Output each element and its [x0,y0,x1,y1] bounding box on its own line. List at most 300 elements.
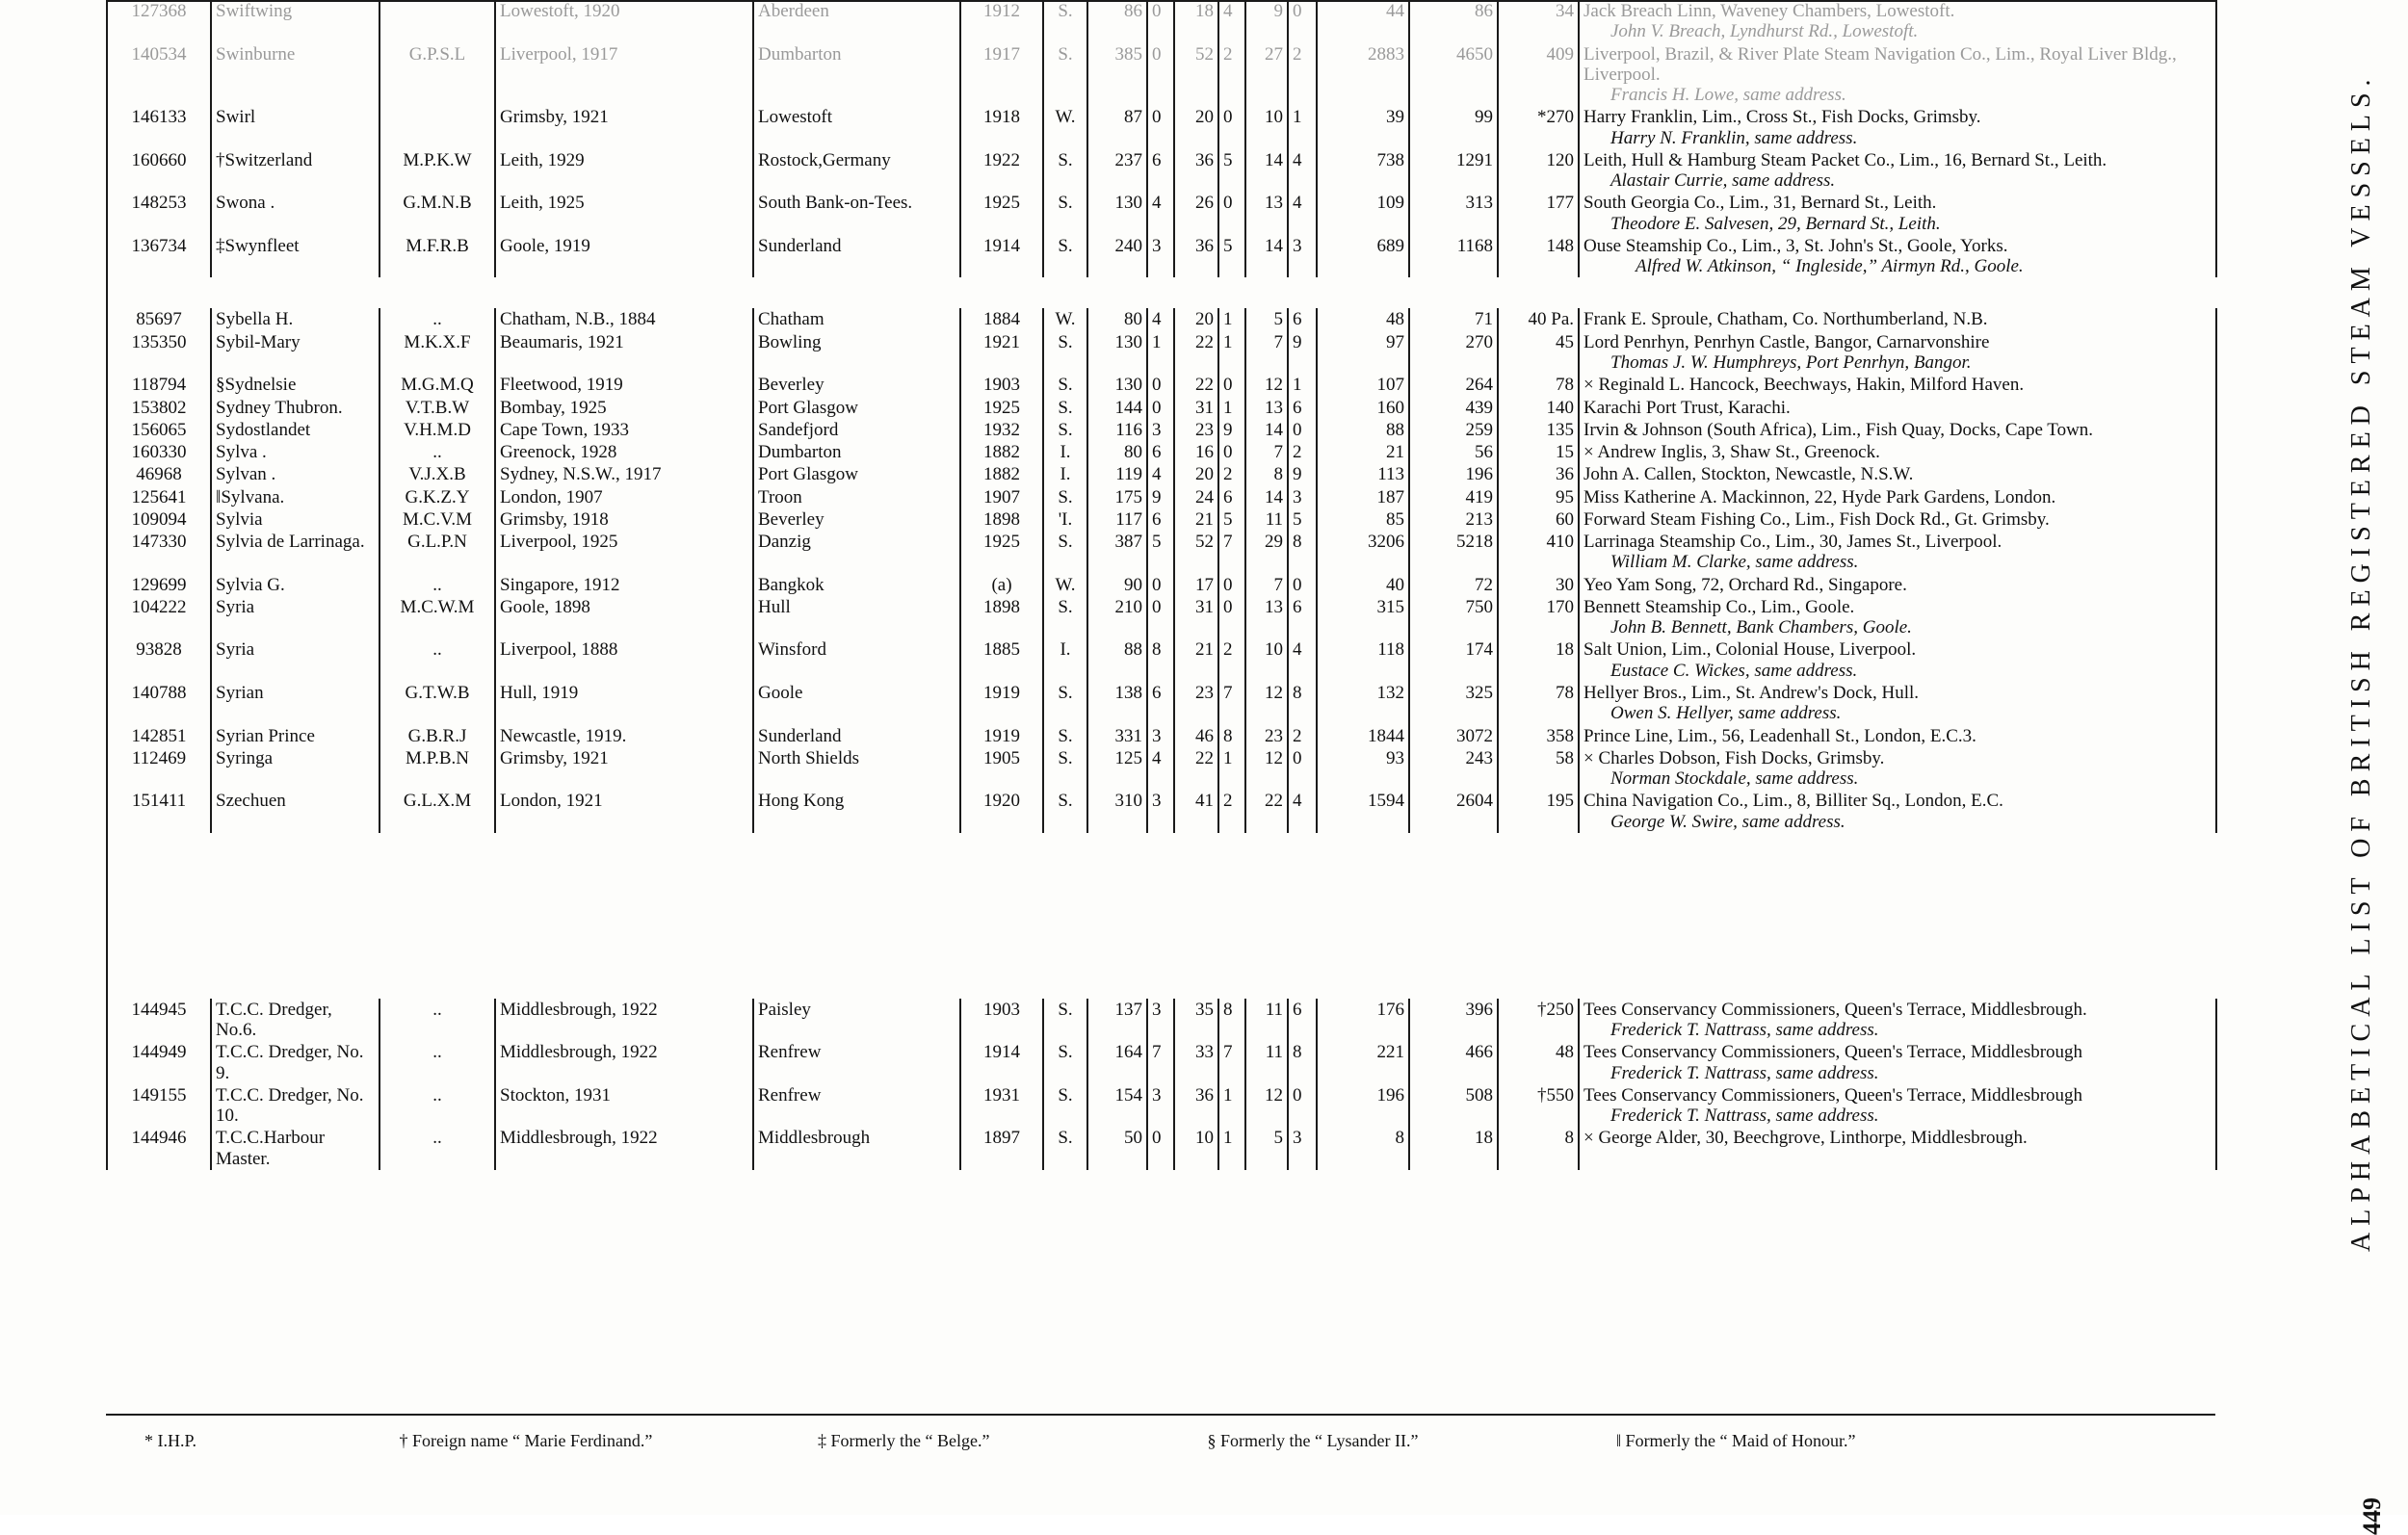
cell-breadth-ft: 21 [1174,508,1218,531]
cell-ship-name: Sybil-Mary [211,331,380,375]
cell-official-number: 109094 [107,508,211,531]
cell-rig: 'I. [1043,508,1087,531]
cell-signal-letters: M.G.M.Q [380,374,495,396]
cell-length-ft: 154 [1087,1084,1147,1128]
cell-length-ft: 331 [1087,725,1147,747]
cell-signal-letters: M.C.W.M [380,596,495,639]
cell-horsepower: 60 [1498,508,1579,531]
cell-port-of-registry: Troon [753,486,960,508]
table-row-gap [107,277,2216,308]
cell-length-ft: 387 [1087,531,1147,574]
cell-owner [1579,725,2216,747]
owner-name: Hellyer Bros., Lim., St. Andrew's Dock, Hull. [1584,682,1920,703]
cell-official-number: 46968 [107,463,211,485]
cell-length-ft: 385 [1087,43,1147,107]
cell-breadth-in: 1 [1218,397,1245,419]
cell-depth-ft: 23 [1245,725,1288,747]
cell-rig: S. [1043,419,1087,441]
cell-port-of-registry: Sandefjord [753,419,960,441]
owner-name: × Reginald L. Hancock, Beechways, Hakin, Milford Haven. [1584,375,2025,396]
cell-length-in: 3 [1147,235,1174,278]
cell-length-ft: 125 [1087,747,1147,791]
cell-net-tonnage: 508 [1409,1084,1498,1128]
cell-owner [1579,308,2216,330]
table-row [107,682,2216,725]
table-body [107,0,2216,1170]
cell-owner [1579,574,2216,596]
cell-official-number: 85697 [107,308,211,330]
cell-horsepower: 36 [1498,463,1579,485]
cell-depth-in: 3 [1288,235,1317,278]
cell-depth-ft: 14 [1245,419,1288,441]
cell-official-number: 135350 [107,331,211,375]
cell-depth-ft: 7 [1245,574,1288,596]
cell-length-ft: 116 [1087,419,1147,441]
cell-signal-letters: G.P.S.L [380,43,495,107]
cell-rig: S. [1043,682,1087,725]
cell-depth-ft: 12 [1245,374,1288,396]
owner-name: Prince Line, Lim., 56, Leadenhall St., London, E.C.3. [1584,725,1976,746]
cell-breadth-in: 2 [1218,638,1245,682]
cell-gross-tonnage: 315 [1317,596,1409,639]
cell-length-in: 6 [1147,682,1174,725]
cell-owner [1579,331,2216,375]
footnote-4: § Formerly the “ Lysander II.” [1207,1431,1419,1450]
cell-owner [1579,149,2216,193]
cell-port-of-registry: Chatham [753,308,960,330]
cell-where-built: Goole, 1898 [495,596,753,639]
cell-port-of-registry: Beverley [753,374,960,396]
cell-owner [1579,43,2216,107]
owner-name: Lord Penrhyn, Penrhyn Castle, Bangor, Carnarvonshire [1584,331,1990,352]
cell-where-built: Hull, 1919 [495,682,753,725]
cell-ship-name: Swinburne [211,43,380,107]
cell-year: 1882 [960,441,1043,463]
manager-name: Frederick T. Nattrass, same address. [1610,1020,1879,1041]
cell-length-in: 6 [1147,149,1174,193]
cell-net-tonnage: 99 [1409,106,1498,149]
cell-depth-ft: 12 [1245,747,1288,791]
cell-depth-ft: 27 [1245,43,1288,107]
cell-signal-letters: .. [380,441,495,463]
cell-depth-in: 8 [1288,1041,1317,1084]
owner-name: John A. Callen, Stockton, Newcastle, N.S.W. [1584,464,1914,485]
cell-horsepower: 78 [1498,374,1579,396]
cell-where-built: London, 1921 [495,790,753,833]
cell-ship-name: ‡Swynfleet [211,235,380,278]
cell-breadth-ft: 35 [1174,999,1218,1042]
cell-rig: I. [1043,638,1087,682]
cell-port-of-registry: Beverley [753,508,960,531]
cell-where-built: Liverpool, 1925 [495,531,753,574]
manager-name: Alastair Currie, same address. [1610,170,1836,192]
cell-depth-in: 3 [1288,1127,1317,1170]
cell-gross-tonnage: 221 [1317,1041,1409,1084]
cell-year: (a) [960,574,1043,596]
cell-net-tonnage: 1168 [1409,235,1498,278]
cell-rig: S. [1043,0,1087,43]
cell-signal-letters: M.C.V.M [380,508,495,531]
cell-signal-letters: G.L.P.N [380,531,495,574]
cell-port-of-registry: Hong Kong [753,790,960,833]
cell-depth-in: 0 [1288,574,1317,596]
cell-year: 1919 [960,725,1043,747]
cell-official-number: 160330 [107,441,211,463]
cell-year: 1925 [960,531,1043,574]
cell-length-ft: 117 [1087,508,1147,531]
cell-depth-ft: 13 [1245,397,1288,419]
cell-owner [1579,0,2216,43]
cell-depth-ft: 10 [1245,106,1288,149]
cell-depth-in: 5 [1288,508,1317,531]
cell-breadth-ft: 20 [1174,106,1218,149]
cell-breadth-in: 1 [1218,308,1245,330]
owner-name: Tees Conservancy Commissioners, Queen's Terrace, Middlesbrough [1584,1084,2083,1106]
cell-ship-name: Swiftwing [211,0,380,43]
cell-horsepower: 78 [1498,682,1579,725]
table-row [107,596,2216,639]
cell-ship-name: T.C.C. Dredger, No. 9. [211,1041,380,1084]
cell-depth-in: 2 [1288,43,1317,107]
cell-owner [1579,531,2216,574]
owner-name: Ouse Steamship Co., Lim., 3, St. John's St., Goole, Yorks. [1584,235,2008,256]
cell-signal-letters: M.P.B.N [380,747,495,791]
cell-net-tonnage: 72 [1409,574,1498,596]
manager-name: Owen S. Hellyer, same address. [1610,703,1842,724]
cell-ship-name: Sylvan . [211,463,380,485]
owner-name: Jack Breach Linn, Waveney Chambers, Lowestoft. [1584,1,1955,21]
cell-gross-tonnage: 113 [1317,463,1409,485]
cell-length-in: 0 [1147,374,1174,396]
table-row-gap [107,833,2216,999]
cell-horsepower: 135 [1498,419,1579,441]
cell-length-ft: 80 [1087,441,1147,463]
cell-depth-in: 0 [1288,0,1317,43]
cell-official-number: 144945 [107,999,211,1042]
cell-net-tonnage: 243 [1409,747,1498,791]
cell-port-of-registry: Sunderland [753,235,960,278]
cell-length-ft: 237 [1087,149,1147,193]
cell-net-tonnage: 439 [1409,397,1498,419]
owner-name: Salt Union, Lim., Colonial House, Liverpool. [1584,639,1917,661]
cell-owner [1579,463,2216,485]
cell-port-of-registry: North Shields [753,747,960,791]
cell-length-ft: 240 [1087,235,1147,278]
cell-port-of-registry: Bangkok [753,574,960,596]
table-row [107,43,2216,107]
cell-owner [1579,235,2216,278]
cell-gross-tonnage: 132 [1317,682,1409,725]
cell-owner [1579,790,2216,833]
cell-horsepower: 18 [1498,638,1579,682]
cell-breadth-ft: 18 [1174,0,1218,43]
cell-gross-tonnage: 48 [1317,308,1409,330]
cell-official-number: 136734 [107,235,211,278]
cell-breadth-in: 0 [1218,106,1245,149]
cell-where-built: Liverpool, 1917 [495,43,753,107]
cell-port-of-registry: Bowling [753,331,960,375]
cell-official-number: 127368 [107,0,211,43]
cell-where-built: Middlesbrough, 1922 [495,1127,753,1170]
ship-register-table-container [106,0,2215,1425]
cell-ship-name: Sybella H. [211,308,380,330]
cell-depth-in: 2 [1288,441,1317,463]
cell-length-in: 0 [1147,106,1174,149]
cell-official-number: 140534 [107,43,211,107]
cell-rig: W. [1043,574,1087,596]
owner-name: Forward Steam Fishing Co., Lim., Fish Dock Rd., Gt. Grimsby. [1584,508,2050,530]
cell-horsepower: 48 [1498,1041,1579,1084]
cell-year: 1925 [960,397,1043,419]
owner-name: × George Alder, 30, Beechgrove, Linthorpe, Middlesbrough. [1584,1128,2028,1149]
cell-breadth-ft: 24 [1174,486,1218,508]
cell-where-built: Fleetwood, 1919 [495,374,753,396]
cell-signal-letters: .. [380,574,495,596]
cell-where-built: Singapore, 1912 [495,574,753,596]
cell-signal-letters [380,0,495,43]
cell-length-in: 4 [1147,192,1174,235]
cell-horsepower: 409 [1498,43,1579,107]
cell-owner [1579,596,2216,639]
owner-name: Liverpool, Brazil, & River Plate Steam Navigation Co., Lim., Royal Liver Bldg., Liverpool. [1584,43,2177,85]
cell-signal-letters: G.K.Z.Y [380,486,495,508]
cell-ship-name: Sylvia G. [211,574,380,596]
cell-depth-in: 8 [1288,531,1317,574]
cell-length-in: 6 [1147,508,1174,531]
cell-where-built: Greenock, 1928 [495,441,753,463]
cell-year: 1932 [960,419,1043,441]
cell-year: 1897 [960,1127,1043,1170]
owner-name: China Navigation Co., Lim., 8, Billiter Sq., London, E.C. [1584,791,2003,812]
cell-gross-tonnage: 176 [1317,999,1409,1042]
cell-gross-tonnage: 88 [1317,419,1409,441]
table-row [107,1041,2216,1084]
cell-net-tonnage: 4650 [1409,43,1498,107]
cell-year: 1882 [960,463,1043,485]
cell-year: 1898 [960,508,1043,531]
cell-owner [1579,508,2216,531]
cell-year: 1931 [960,1084,1043,1128]
cell-where-built: Grimsby, 1921 [495,106,753,149]
cell-horsepower: 45 [1498,331,1579,375]
cell-length-ft: 137 [1087,999,1147,1042]
cell-ship-name: Sylva . [211,441,380,463]
cell-gross-tonnage: 109 [1317,192,1409,235]
cell-where-built: Grimsby, 1918 [495,508,753,531]
cell-signal-letters [380,106,495,149]
cell-depth-ft: 5 [1245,1127,1288,1170]
cell-depth-in: 9 [1288,463,1317,485]
cell-net-tonnage: 750 [1409,596,1498,639]
cell-where-built: Bombay, 1925 [495,397,753,419]
cell-signal-letters: G.L.X.M [380,790,495,833]
cell-owner [1579,419,2216,441]
cell-length-ft: 164 [1087,1041,1147,1084]
cell-year: 1920 [960,790,1043,833]
cell-horsepower: 30 [1498,574,1579,596]
cell-breadth-ft: 10 [1174,1127,1218,1170]
table-row [107,419,2216,441]
table-row [107,747,2216,791]
cell-port-of-registry: Dumbarton [753,43,960,107]
cell-ship-name: Sylvia de Larrinaga. [211,531,380,574]
cell-official-number: 125641 [107,486,211,508]
cell-net-tonnage: 264 [1409,374,1498,396]
cell-net-tonnage: 71 [1409,308,1498,330]
cell-year: 1921 [960,331,1043,375]
table-row [107,463,2216,485]
cell-horsepower: 34 [1498,0,1579,43]
cell-net-tonnage: 325 [1409,682,1498,725]
cell-breadth-ft: 31 [1174,596,1218,639]
cell-rig: W. [1043,106,1087,149]
cell-gross-tonnage: 44 [1317,0,1409,43]
cell-length-in: 5 [1147,531,1174,574]
footnote-3: ‡ Formerly the “ Belge.” [818,1431,990,1450]
cell-breadth-in: 5 [1218,508,1245,531]
table-row [107,106,2216,149]
cell-official-number: 156065 [107,419,211,441]
owner-name: Frank E. Sproule, Chatham, Co. Northumberland, N.B. [1584,309,1988,330]
cell-length-ft: 210 [1087,596,1147,639]
cell-depth-in: 4 [1288,790,1317,833]
cell-length-ft: 138 [1087,682,1147,725]
cell-breadth-ft: 36 [1174,235,1218,278]
cell-net-tonnage: 313 [1409,192,1498,235]
cell-breadth-in: 0 [1218,596,1245,639]
cell-depth-ft: 13 [1245,596,1288,639]
cell-breadth-in: 0 [1218,374,1245,396]
cell-breadth-in: 2 [1218,43,1245,107]
cell-depth-ft: 12 [1245,682,1288,725]
cell-breadth-in: 4 [1218,0,1245,43]
cell-horsepower: 58 [1498,747,1579,791]
cell-depth-ft: 7 [1245,441,1288,463]
cell-where-built: Chatham, N.B., 1884 [495,308,753,330]
cell-breadth-in: 7 [1218,1041,1245,1084]
cell-signal-letters: .. [380,1084,495,1128]
cell-where-built: Sydney, N.S.W., 1917 [495,463,753,485]
ship-register-table [106,0,2217,1170]
table-row [107,574,2216,596]
cell-horsepower: 8 [1498,1127,1579,1170]
cell-breadth-ft: 33 [1174,1041,1218,1084]
cell-rig: S. [1043,725,1087,747]
cell-length-in: 3 [1147,419,1174,441]
owner-name: Miss Katherine A. Mackinnon, 22, Hyde Park Gardens, London. [1584,486,2056,507]
running-head-vertical: ALPHABETICAL LIST OF BRITISH REGISTERED STEAM VESSELS. [2346,72,2376,1253]
cell-breadth-in: 1 [1218,1084,1245,1128]
cell-breadth-in: 5 [1218,235,1245,278]
cell-length-in: 0 [1147,574,1174,596]
cell-breadth-in: 8 [1218,725,1245,747]
cell-signal-letters: G.B.R.J [380,725,495,747]
cell-official-number: 148253 [107,192,211,235]
cell-breadth-ft: 52 [1174,531,1218,574]
cell-length-ft: 119 [1087,463,1147,485]
cell-year: 1903 [960,999,1043,1042]
cell-official-number: 146133 [107,106,211,149]
cell-net-tonnage: 2604 [1409,790,1498,833]
cell-depth-in: 1 [1288,374,1317,396]
cell-owner [1579,374,2216,396]
table-row [107,374,2216,396]
cell-length-in: 1 [1147,331,1174,375]
cell-where-built: Beaumaris, 1921 [495,331,753,375]
cell-length-in: 3 [1147,999,1174,1042]
cell-length-ft: 175 [1087,486,1147,508]
cell-gross-tonnage: 1844 [1317,725,1409,747]
cell-rig: S. [1043,235,1087,278]
cell-breadth-in: 0 [1218,441,1245,463]
cell-official-number: 151411 [107,790,211,833]
cell-breadth-in: 0 [1218,574,1245,596]
cell-official-number: 149155 [107,1084,211,1128]
cell-depth-in: 1 [1288,106,1317,149]
cell-rig: S. [1043,1084,1087,1128]
cell-signal-letters: G.T.W.B [380,682,495,725]
manager-name: Frederick T. Nattrass, same address. [1610,1106,1879,1127]
cell-signal-letters: .. [380,308,495,330]
cell-length-in: 7 [1147,1041,1174,1084]
cell-length-ft: 130 [1087,331,1147,375]
owner-name: Larrinaga Steamship Co., Lim., 30, James St., Liverpool. [1584,532,2002,553]
cell-year: 1898 [960,596,1043,639]
cell-official-number: 104222 [107,596,211,639]
cell-horsepower: 120 [1498,149,1579,193]
cell-length-in: 0 [1147,596,1174,639]
cell-depth-ft: 14 [1245,149,1288,193]
cell-rig: S. [1043,331,1087,375]
page-number: 449 [2358,1497,2386,1535]
cell-year: 1922 [960,149,1043,193]
cell-official-number: 112469 [107,747,211,791]
manager-name: Eustace C. Wickes, same address. [1610,660,1858,681]
cell-rig: I. [1043,463,1087,485]
cell-rig: S. [1043,397,1087,419]
cell-breadth-in: 0 [1218,192,1245,235]
cell-where-built: London, 1907 [495,486,753,508]
manager-name: John V. Breach, Lyndhurst Rd., Lowestoft. [1610,21,1919,42]
cell-owner [1579,1127,2216,1170]
cell-rig: S. [1043,1127,1087,1170]
cell-official-number: 144946 [107,1127,211,1170]
cell-signal-letters: V.H.M.D [380,419,495,441]
cell-ship-name: Syrian [211,682,380,725]
cell-signal-letters: G.M.N.B [380,192,495,235]
owner-name: Leith, Hull & Hamburg Steam Packet Co., Lim., 16, Bernard St., Leith. [1584,149,2107,170]
cell-ship-name: T.C.C.Harbour Master. [211,1127,380,1170]
table-bottom-rule [106,1414,2215,1416]
cell-length-in: 0 [1147,43,1174,107]
cell-length-in: 4 [1147,308,1174,330]
cell-year: 1903 [960,374,1043,396]
cell-port-of-registry: Renfrew [753,1041,960,1084]
cell-depth-in: 4 [1288,149,1317,193]
cell-gross-tonnage: 2883 [1317,43,1409,107]
cell-port-of-registry: Middlesbrough [753,1127,960,1170]
cell-length-in: 0 [1147,1127,1174,1170]
table-row [107,235,2216,278]
table-row [107,790,2216,833]
cell-breadth-ft: 23 [1174,419,1218,441]
cell-rig: S. [1043,43,1087,107]
cell-horsepower: *270 [1498,106,1579,149]
cell-signal-letters: .. [380,1127,495,1170]
blank-gap [107,277,2216,308]
table-row [107,441,2216,463]
owner-name: Yeo Yam Song, 72, Orchard Rd., Singapore. [1584,574,1907,595]
